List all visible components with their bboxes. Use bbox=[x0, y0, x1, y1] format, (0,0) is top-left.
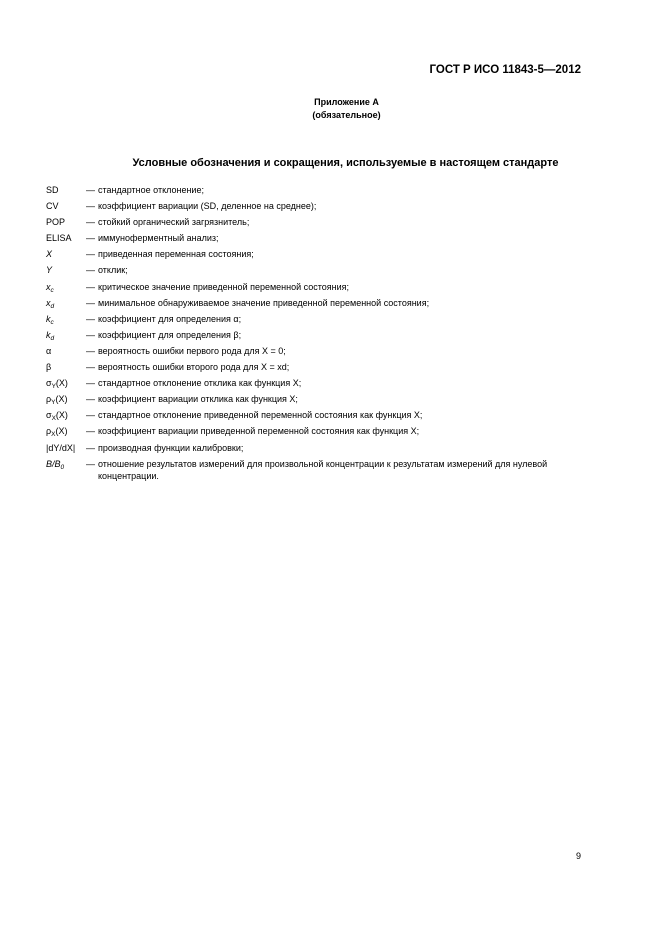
definition-symbol: CV bbox=[46, 201, 59, 212]
definition-row bbox=[46, 329, 586, 345]
definition-symbol: $\rho_Y(X)$ bbox=[46, 394, 68, 407]
definition-row bbox=[46, 425, 586, 441]
definition-text: стандартное отклонение; bbox=[98, 185, 204, 195]
definitions-list bbox=[46, 184, 586, 482]
definition-symbol: $k_c$ bbox=[46, 313, 54, 326]
definition-text: минимальное обнаруживаемое значение приведенной переменной состояния; bbox=[98, 297, 430, 308]
definition-row bbox=[46, 377, 586, 393]
definition-symbol: SD bbox=[46, 185, 59, 195]
definition-dash: — bbox=[86, 442, 95, 453]
definition-dash: — bbox=[86, 362, 95, 373]
standard-code: ГОСТ Р ИСО 11843-5—2012 bbox=[429, 64, 581, 76]
definition-dash: — bbox=[86, 233, 95, 244]
definition-text: приведенная переменная состояния; bbox=[98, 249, 254, 260]
page-number: 9 bbox=[575, 851, 581, 861]
definition-dash: — bbox=[86, 297, 95, 308]
definition-row bbox=[46, 393, 586, 409]
definition-dash: — bbox=[86, 217, 95, 228]
definition-row bbox=[46, 232, 586, 248]
definition-row bbox=[46, 442, 586, 458]
definition-row bbox=[46, 345, 586, 361]
definition-dash: — bbox=[86, 426, 95, 437]
definition-text: коэффициент вариации приведенной переменной состояния как функция X; bbox=[98, 426, 420, 437]
definition-symbol: $\rho_X(X)$ bbox=[46, 426, 68, 439]
definition-row bbox=[46, 361, 586, 377]
definition-symbol: X bbox=[46, 249, 53, 260]
definition-symbol: Y bbox=[46, 265, 53, 276]
definition-dash: — bbox=[86, 249, 95, 260]
definition-row bbox=[46, 264, 586, 280]
definition-symbol: $\sigma_Y(X)$ bbox=[46, 378, 68, 391]
definition-row bbox=[46, 281, 586, 297]
definition-symbol: $x_c$ bbox=[46, 281, 54, 294]
definition-row bbox=[46, 313, 586, 329]
definition-text: коэффициент вариации отклика как функция X; bbox=[98, 394, 298, 405]
definition-dash: — bbox=[86, 281, 95, 292]
definition-text: отклик; bbox=[98, 265, 128, 276]
definition-dash: — bbox=[86, 378, 95, 389]
definition-row bbox=[46, 216, 586, 232]
section-heading: Условные обозначения и сокращения, используемые в настоящем стандарте bbox=[132, 157, 559, 169]
definition-dash: — bbox=[86, 410, 95, 421]
definition-text: вероятность ошибки второго рода для X = xd; bbox=[98, 362, 290, 373]
definition-row bbox=[46, 248, 586, 264]
definition-symbol: ELISA bbox=[46, 233, 72, 244]
definition-dash: — bbox=[86, 394, 95, 405]
annex-status: (обязательное) bbox=[312, 110, 381, 120]
definition-row bbox=[46, 409, 586, 425]
definition-text: вероятность ошибки первого рода для X = 0; bbox=[98, 345, 286, 356]
definition-row bbox=[46, 458, 586, 482]
annex-title: Приложение А bbox=[314, 97, 379, 107]
definition-symbol: $x_d$ bbox=[46, 297, 55, 310]
definition-text: отношение результатов измерений для произвольной концентрации к результатам измерений для нулевой концентрации. bbox=[98, 458, 548, 481]
definition-row bbox=[46, 200, 586, 216]
definition-text: коэффициент для определения β; bbox=[98, 329, 242, 340]
definition-dash: — bbox=[86, 458, 95, 469]
definition-text: коэффициент вариации (SD, деленное на среднее); bbox=[98, 201, 317, 212]
definition-dash: — bbox=[86, 345, 95, 356]
definition-symbol: β bbox=[46, 362, 52, 373]
definition-text: производная функции калибровки; bbox=[98, 442, 244, 453]
definition-dash: — bbox=[86, 265, 95, 276]
definition-symbol: α bbox=[46, 345, 52, 356]
definition-symbol: $\sigma_X(X)$ bbox=[46, 410, 68, 423]
definition-text: критическое значение приведенной переменной состояния; bbox=[98, 281, 350, 292]
definition-dash: — bbox=[86, 329, 95, 340]
definition-row bbox=[46, 297, 586, 313]
definition-text: стандартное отклонение приведенной переменной состояния как функция X; bbox=[98, 410, 423, 421]
definition-dash: — bbox=[86, 313, 95, 324]
definition-row bbox=[46, 184, 586, 200]
definition-text: иммуноферментный анализ; bbox=[98, 233, 219, 244]
definition-text: стойкий органический загрязнитель; bbox=[98, 217, 250, 228]
definition-text: коэффициент для определения α; bbox=[98, 313, 242, 324]
definition-symbol: POP bbox=[46, 217, 66, 228]
definition-text: стандартное отклонение отклика как функция X; bbox=[98, 378, 302, 389]
definition-symbol: |dY/dX| bbox=[46, 442, 76, 453]
annex-header bbox=[0, 96, 661, 122]
definition-symbol: $B/B_0$ bbox=[46, 458, 65, 471]
definition-dash: — bbox=[86, 185, 95, 195]
definition-dash: — bbox=[86, 201, 95, 212]
definition-symbol: $k_d$ bbox=[46, 329, 55, 342]
